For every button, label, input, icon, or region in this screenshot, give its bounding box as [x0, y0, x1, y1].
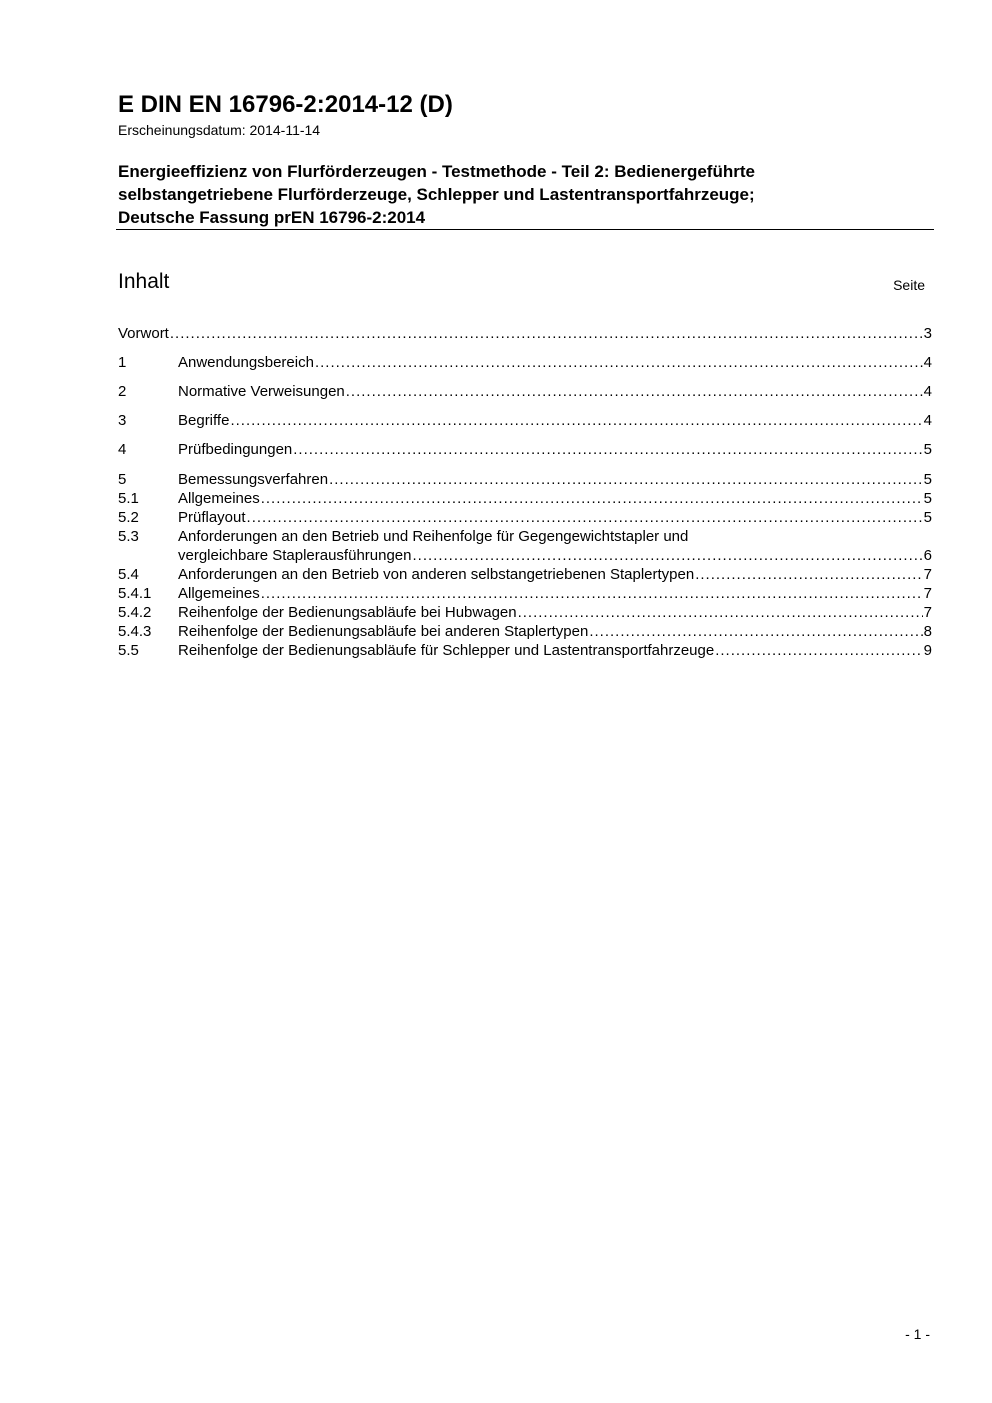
toc-entry-text: Prüflayout — [178, 509, 246, 526]
toc-entry-page: 9 — [923, 642, 932, 659]
toc-leader — [329, 470, 923, 489]
toc-entry-page: 7 — [923, 566, 932, 583]
publication-date: Erscheinungsdatum: 2014-11-14 — [118, 122, 321, 138]
table-of-contents — [118, 0, 932, 700]
toc-entry-number: 5.1 — [118, 490, 139, 507]
toc-entry-5-4-2[interactable] — [118, 603, 932, 622]
toc-entry-number: 5.4.1 — [118, 585, 152, 602]
toc-entry-number: 3 — [118, 412, 127, 429]
toc-leader — [715, 641, 922, 660]
toc-entry-page: 4 — [923, 354, 932, 371]
toc-entry-text: Prüfbedingungen — [178, 441, 293, 458]
toc-entry-number: 5.5 — [118, 642, 139, 659]
toc-entry-text: Reihenfolge der Bedienungsabläufe bei anderen Staplertypen — [178, 623, 589, 640]
document-id: E DIN EN 16796-2:2014-12 (D) — [118, 91, 453, 118]
toc-entry-number: 4 — [118, 441, 127, 458]
title-line: Deutsche Fassung prEN 16796-2:2014 — [118, 208, 426, 227]
toc-entry-page: 5 — [923, 509, 932, 526]
toc-entry-page: 8 — [923, 623, 932, 640]
toc-leader — [170, 324, 923, 343]
toc-entry-3[interactable] — [118, 411, 932, 430]
toc-entry-5-1[interactable] — [118, 489, 932, 508]
toc-entry-number: 5.3 — [118, 528, 139, 545]
toc-entry-page: 4 — [923, 383, 932, 400]
toc-entry-page: 7 — [923, 585, 932, 602]
toc-entry-number: 1 — [118, 354, 127, 371]
toc-entry-page: 5 — [923, 441, 932, 458]
toc-entry-page: 3 — [923, 325, 932, 342]
toc-leader — [695, 565, 922, 584]
toc-leader — [518, 603, 923, 622]
toc-entry-text: Allgemeines — [178, 490, 260, 507]
toc-entry-5-4-3[interactable] — [118, 622, 932, 641]
toc-entry-5-3[interactable] — [118, 527, 932, 546]
toc-entry-page: 4 — [923, 412, 932, 429]
toc-entry-5-4[interactable] — [118, 565, 932, 584]
toc-entry-5[interactable] — [118, 470, 932, 489]
toc-entry-number: 5.2 — [118, 509, 139, 526]
toc-page-column-label: Seite — [893, 277, 925, 293]
toc-entry-text: Vorwort — [118, 325, 169, 342]
toc-entry-text: Bemessungsverfahren — [178, 471, 329, 488]
toc-entry-number: 5.4 — [118, 566, 139, 583]
toc-leader — [346, 382, 923, 401]
title-line: selbstangetriebene Flurförderzeuge, Schlepper und Lastentransportfahrzeuge; — [118, 185, 755, 204]
toc-entry-5-4-1[interactable] — [118, 584, 932, 603]
toc-entry-page: 7 — [923, 604, 932, 621]
toc-entry-number: 2 — [118, 383, 127, 400]
toc-heading: Inhalt — [118, 270, 170, 293]
toc-leader — [315, 353, 923, 372]
toc-entry-4[interactable] — [118, 440, 932, 459]
toc-entry-text: Reihenfolge der Bedienungsabläufe für Schlepper und Lastentransportfahrzeuge — [178, 642, 715, 659]
toc-entry-text: Normative Verweisungen — [178, 383, 345, 400]
toc-entry-page: 5 — [923, 471, 932, 488]
toc-entry-text: Begriffe — [178, 412, 230, 429]
toc-leader — [261, 584, 923, 603]
toc-entry-number: 5.4.2 — [118, 604, 152, 621]
toc-entry-text-continued: vergleichbare Staplerausführungen — [178, 547, 412, 564]
toc-entry-text: Reihenfolge der Bedienungsabläufe bei Hubwagen — [178, 604, 517, 621]
toc-entry-5-5[interactable] — [118, 641, 932, 660]
toc-entry-number: 5.4.3 — [118, 623, 152, 640]
toc-entry-text: Allgemeines — [178, 585, 260, 602]
toc-entry-text: Anforderungen an den Betrieb und Reihenfolge für Gegengewichtstapler und — [178, 528, 689, 545]
toc-entry-5-2[interactable] — [118, 508, 932, 527]
toc-entry-text: Anwendungsbereich — [178, 354, 314, 371]
toc-leader — [247, 508, 923, 527]
toc-leader — [261, 489, 923, 508]
toc-entry-2[interactable] — [118, 382, 932, 401]
toc-leader — [413, 546, 923, 565]
toc-entry-5-3-continued[interactable] — [118, 546, 932, 565]
toc-entry-page: 6 — [923, 547, 932, 564]
toc-entry-1[interactable] — [118, 353, 932, 372]
toc-leader — [589, 622, 922, 641]
toc-leader — [293, 440, 922, 459]
toc-entry-vorwort[interactable] — [118, 324, 932, 343]
page-number: - 1 - — [905, 1326, 930, 1342]
toc-entry-number: 5 — [118, 471, 127, 488]
toc-entry-text: Anforderungen an den Betrieb von anderen selbstangetriebenen Staplertypen — [178, 566, 695, 583]
title-line: Energieeffizienz von Flurförderzeugen - Testmethode - Teil 2: Bedienergeführte — [118, 162, 755, 181]
toc-leader — [230, 411, 922, 430]
toc-entry-page: 5 — [923, 490, 932, 507]
